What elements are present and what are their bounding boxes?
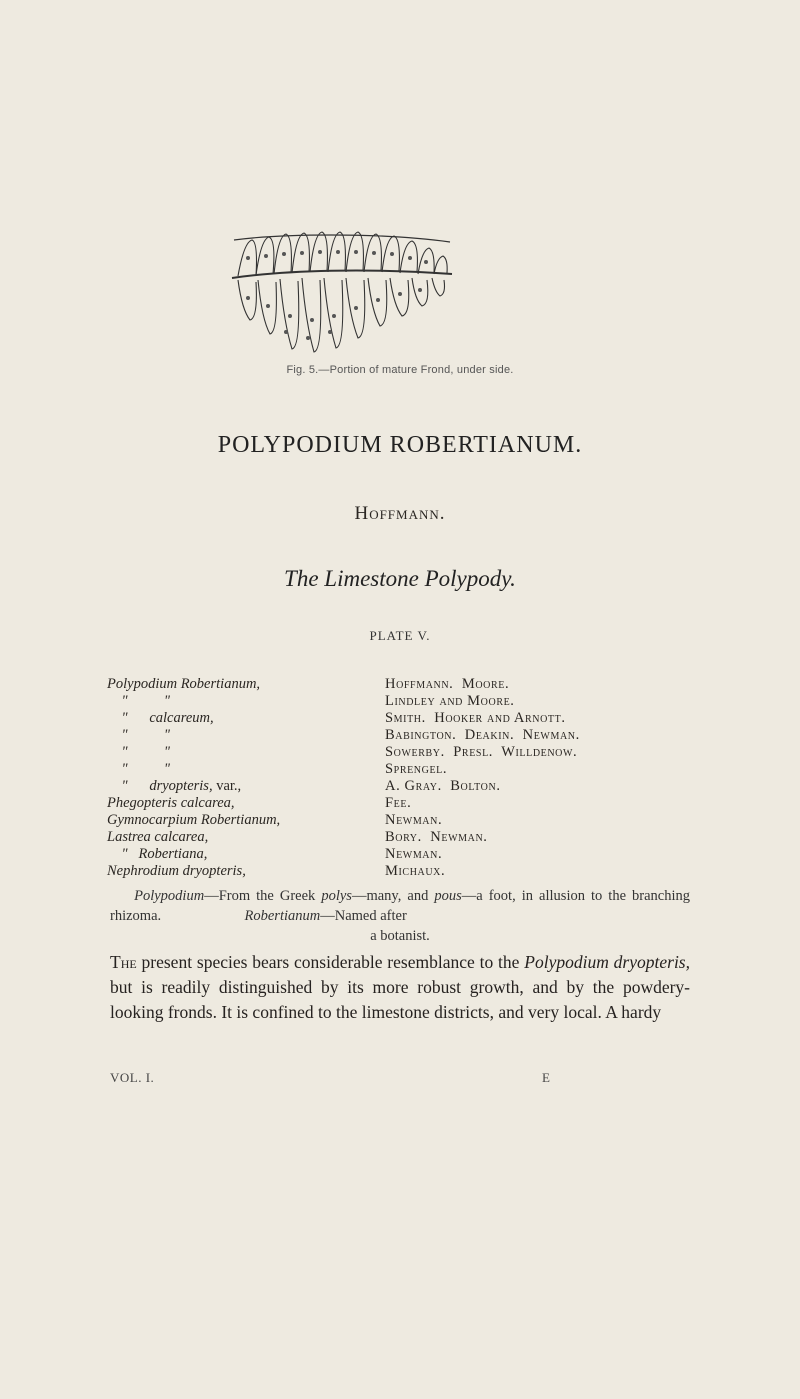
etymology-paragraph — [110, 886, 690, 946]
body-text: present species bears considerable resemblance to the — [136, 952, 525, 972]
description-paragraph — [110, 950, 690, 1025]
synonym-name: " " — [107, 693, 170, 709]
synonym-name: " " — [107, 744, 170, 760]
synonym-authority: Michaux. — [385, 863, 446, 879]
synonym-row — [0, 676, 800, 694]
synonym-name: " " — [107, 761, 170, 777]
signature-mark: E — [542, 1070, 550, 1085]
volume-label: VOL. I. — [110, 1070, 155, 1085]
etymology-text: —Named after — [320, 908, 407, 924]
greek-term-polys: polys — [321, 888, 352, 904]
common-name: The Limestone Polypody. — [284, 566, 516, 591]
synonym-name: Phegopteris calcarea, — [107, 795, 235, 811]
italic-species: Polypodium dryopteris, — [524, 952, 690, 972]
figure-caption: Fig. 5.—Portion of mature Frond, under side. — [286, 364, 514, 376]
synonym-row — [0, 744, 800, 762]
synonym-row — [0, 795, 800, 813]
synonym-authority: Newman. — [385, 846, 443, 862]
synonym-row — [0, 778, 800, 796]
synonym-name: Lastrea calcarea, — [107, 829, 209, 845]
synonym-row — [0, 863, 800, 881]
synonym-name: " calcareum, — [107, 710, 214, 726]
synonym-authority: Smith. Hooker and Arnott. — [385, 710, 566, 726]
synonym-row — [0, 812, 800, 830]
synonym-authority: Lindley and Moore. — [385, 693, 515, 709]
frond-illustration — [228, 228, 456, 360]
synonym-name-text: " dryopteris, — [107, 778, 213, 794]
body-text: but is readily distinguished by its more robust growth, and by the powdery-looking fronds. It is confined to the limestone districts, and very local. A hardy — [110, 977, 690, 1022]
synonym-authority: A. Gray. Bolton. — [385, 778, 501, 794]
synonym-authority: Bory. Newman. — [385, 829, 488, 845]
synonym-name: " Robertiana, — [107, 846, 208, 862]
synonym-authority: Newman. — [385, 812, 443, 828]
species-title: POLYPODIUM ROBERTIANUM. — [217, 432, 583, 458]
synonym-row — [0, 846, 800, 864]
etymology-line — [110, 886, 690, 926]
synonym-authority: Fee. — [385, 795, 412, 811]
etymology-text: in allusion to the branching rhizoma. — [110, 888, 691, 924]
synonym-authority: Sowerby. Presl. Willdenow. — [385, 744, 578, 760]
synonym-row — [0, 727, 800, 745]
etymology-text: —many, and — [351, 888, 429, 904]
synonymy-list — [0, 676, 800, 879]
species-author: Hoffmann. — [354, 503, 446, 524]
etymology-text: —From the Greek — [204, 888, 316, 904]
synonym-authority: Sprengel. — [385, 761, 448, 777]
species-term: Robertianum — [244, 908, 321, 924]
synonym-name: Gymnocarpium Robertianum, — [107, 812, 281, 828]
synonym-name: Polypodium Robertianum, — [107, 676, 261, 692]
synonym-name: " " — [107, 727, 170, 743]
synonym-row — [0, 829, 800, 847]
etymology-text: —a foot, — [461, 888, 516, 904]
synonym-authority: Hoffmann. Moore. — [385, 676, 510, 692]
plate-number: PLATE V. — [369, 628, 431, 643]
greek-term-pous: pous — [434, 888, 462, 904]
synonym-row — [0, 693, 800, 711]
synonym-name — [107, 778, 241, 795]
synonym-name: Nephrodium dryopteris, — [107, 863, 246, 879]
etymology-line: a botanist. — [370, 928, 430, 944]
paragraph-lead: The — [110, 952, 137, 972]
synonym-row — [0, 761, 800, 779]
synonym-variety-suffix: var., — [212, 778, 242, 794]
synonym-row — [0, 710, 800, 728]
synonym-authority: Babington. Deakin. Newman. — [385, 727, 580, 743]
genus-term: Polypodium — [134, 888, 205, 904]
